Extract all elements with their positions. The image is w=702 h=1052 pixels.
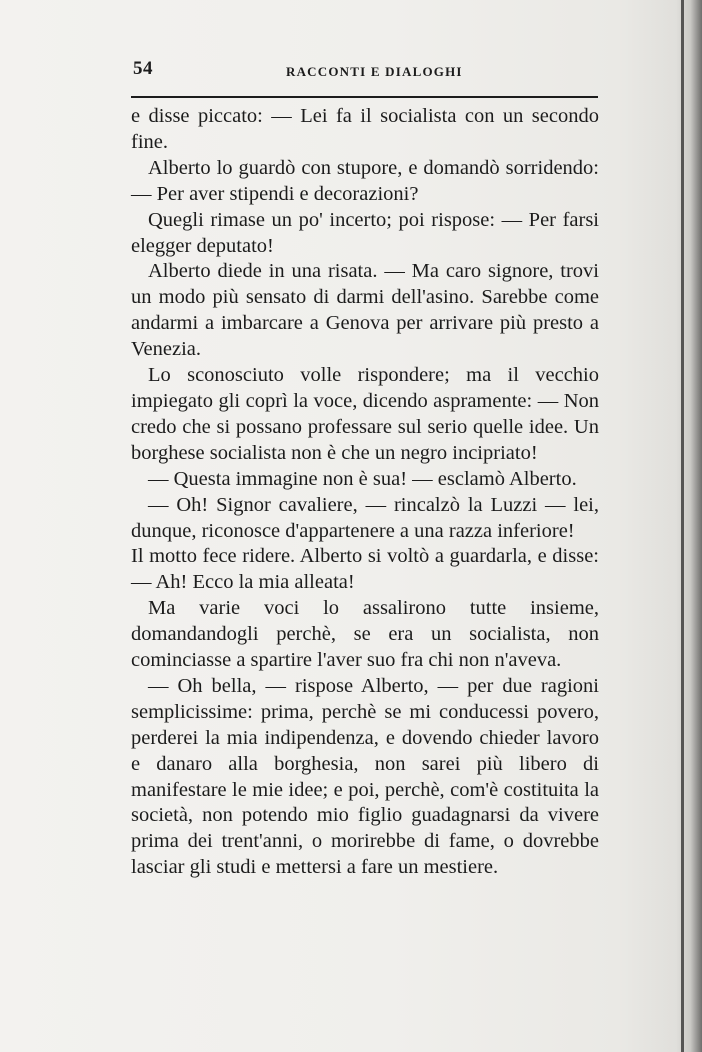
paragraph: Lo sconosciuto volle rispondere; ma il vecchio impiegato gli coprì la voce, dicendo aspramente: — Non credo che si possano professare sul serio quelle idee. Un borghese socialista non è che un negro incipriato! (131, 364, 599, 464)
page-number: 54 (133, 58, 153, 79)
page-edge-shadow (676, 0, 702, 1052)
paragraph: e disse piccato: — Lei fa il socialista con un secondo fine. (131, 105, 599, 153)
paragraph: Alberto lo guardò con stupore, e domandò sorridendo: — Per aver stipendi e decorazioni? (131, 156, 599, 205)
paragraph: — Oh! Signor cavaliere, — rincalzò la Luzzi — lei, dunque, riconosce d'appartenere a una razza inferiore! (131, 493, 599, 542)
paragraph: — Oh bella, — rispose Alberto, — per due ragioni semplicissime: prima, perchè se mi conducessi povero, perderei la mia indipendenza, e dovendo chieder lavoro e danaro alla borghesia, non sarei più libero di manifestare le mie idee; e poi, perchè, com'è costituita la società, non potendo mio figlio guadagnarsi da vivere prima dei trent'anni, o morirebbe di fame, o dovrebbe lasciar gli studi e mettersi a fare un mestiere. (131, 674, 599, 879)
running-head-title: RACCONTI E DIALOGHI (286, 64, 463, 79)
paragraph: — Questa immagine non è sua! — esclamò Alberto. (148, 467, 577, 490)
paragraph: Quegli rimase un po' incerto; poi rispose: — Per farsi elegger deputato! (131, 208, 599, 257)
paragraph: Alberto diede in una risata. — Ma caro signore, trovi un modo più sensato di darmi dell'asino. Sarebbe come andarmi a imbarcare a Genova per arrivare più presto a Venezia. (131, 260, 599, 361)
binding-edge-line (681, 0, 684, 1052)
paragraph: Ma varie voci lo assalirono tutte insieme, domandandogli perchè, se era un socialista, non cominciasse a spartire l'aver suo fra chi non n'aveva. (131, 597, 599, 672)
header-rule (131, 96, 598, 98)
body-text (131, 104, 599, 881)
paragraph: Il motto fece ridere. Alberto si voltò a guardarla, e disse: — Ah! Ecco la mia alleata! (131, 545, 599, 594)
